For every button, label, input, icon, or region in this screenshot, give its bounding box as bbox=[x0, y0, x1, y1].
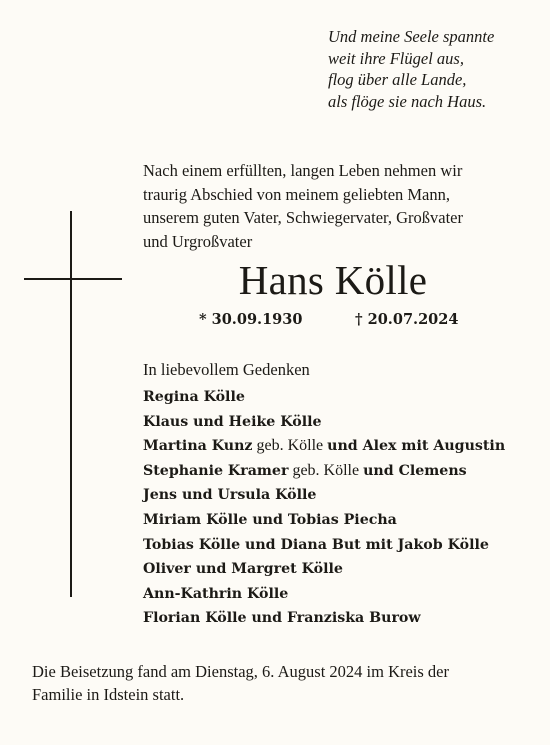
mourner-note: geb. Kölle bbox=[252, 437, 328, 455]
mourner-name: Klaus und Heike Kölle bbox=[143, 413, 322, 430]
poem bbox=[328, 26, 543, 112]
poem-line: Und meine Seele spannte bbox=[328, 27, 495, 46]
mourner-row bbox=[143, 434, 548, 459]
intro-text bbox=[143, 159, 543, 253]
poem-line: als flöge sie nach Haus. bbox=[328, 91, 487, 111]
mourner-name: Stephanie Kramer bbox=[143, 462, 289, 479]
mourner-row bbox=[143, 533, 548, 558]
mourner-name: Oliver und Margret Kölle bbox=[143, 561, 343, 578]
mourner-row bbox=[143, 459, 548, 484]
mourner-note: geb. Kölle bbox=[288, 461, 364, 479]
mourner-name: Regina Kölle bbox=[143, 389, 245, 405]
mourner-row bbox=[143, 410, 548, 435]
mourner-name: und Alex mit Augustin bbox=[327, 438, 506, 455]
mourner-name: Ann-Kathrin Kölle bbox=[143, 585, 289, 602]
burial-notice bbox=[32, 660, 542, 706]
mourner-row bbox=[143, 557, 548, 582]
deceased-name: Hans Kölle bbox=[238, 257, 428, 303]
mourner-name: Tobias Kölle und Diana But mit Jakob Kölle bbox=[143, 536, 489, 553]
memorial-heading: In liebevollem Gedenken bbox=[143, 360, 310, 379]
death-date: † 20.07.2024 bbox=[355, 311, 459, 328]
mourner-name: Miriam Kölle und Tobias Piecha bbox=[143, 511, 397, 528]
burial-line: Die Beisetzung fand am Dienstag, 6. August 2024 im Kreis der bbox=[32, 662, 450, 681]
burial-line: Familie in Idstein statt. bbox=[32, 685, 185, 704]
mourner-row bbox=[143, 582, 548, 607]
intro-line: und Urgroßvater bbox=[143, 231, 253, 251]
mourner-row bbox=[143, 385, 548, 410]
intro-line: traurig Abschied von meinem geliebten Mann, bbox=[143, 184, 451, 204]
poem-line: flog über alle Lande, bbox=[328, 70, 467, 89]
mourner-row bbox=[143, 606, 548, 631]
poem-line: weit ihre Flügel aus, bbox=[328, 48, 464, 68]
mourners-list bbox=[143, 385, 548, 631]
intro-line: Nach einem erfüllten, langen Leben nehmen wir bbox=[143, 161, 463, 180]
birth-date: * 30.09.1930 bbox=[199, 311, 303, 328]
mourner-name: Martina Kunz bbox=[143, 438, 253, 455]
mourner-row bbox=[143, 508, 548, 533]
intro-line: unserem guten Vater, Schwiegervater, Großvater bbox=[143, 208, 464, 227]
mourner-name: Jens und Ursula Kölle bbox=[143, 487, 317, 504]
mourner-name: und Clemens bbox=[363, 462, 467, 479]
mourner-name: Florian Kölle und Franziska Burow bbox=[143, 610, 421, 627]
mourner-row bbox=[143, 483, 548, 508]
